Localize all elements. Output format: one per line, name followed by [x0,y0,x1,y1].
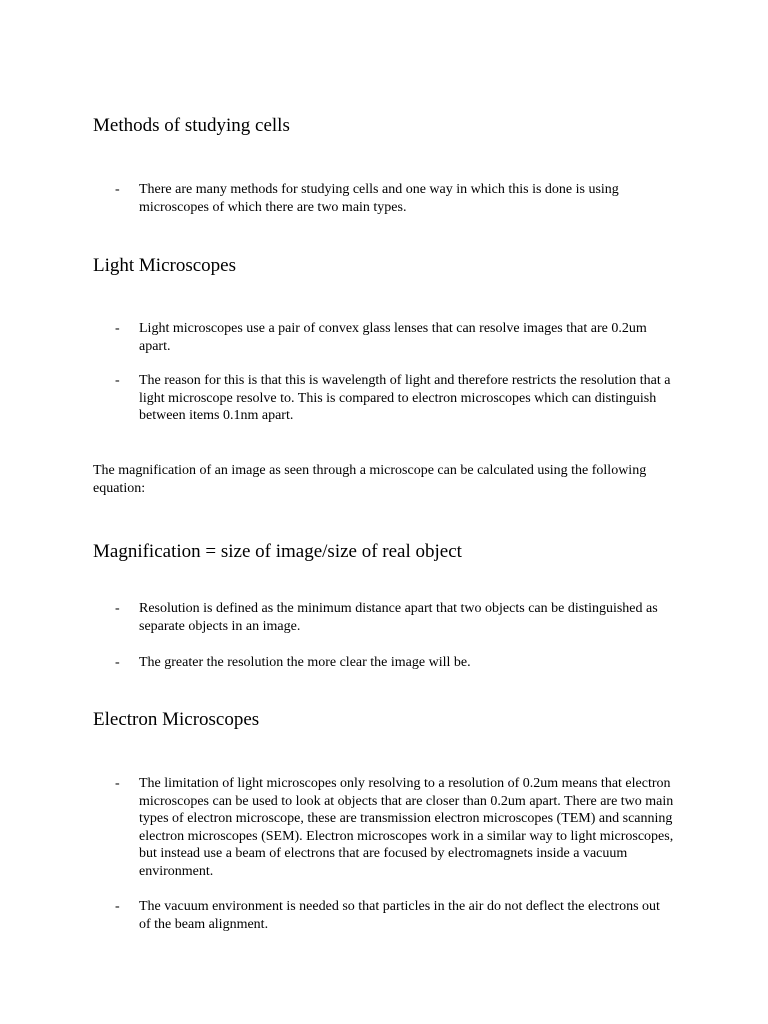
bullet-dash: - [115,321,120,336]
bullet-resolution-1 [115,600,675,635]
bullet-dash: - [115,655,120,670]
bullet-dash: - [115,373,120,388]
heading-methods-of-studying-cells: Methods of studying cells [93,115,290,136]
bullet-text: The limitation of light microscopes only resolving to a resolution of 0.2um means that electron microscopes can be used to look at objects that are closer than 0.2um apart. There are two main types of electron microscope, these are transmission electron microscopes (TEM) and scanning electron microscopes (SEM). Electron microscopes work in a similar way to light microscopes, but instead use a beam of electrons that are focused by electromagnets inside a vacuum environment. [139,776,674,879]
magnification-equation: Magnification = size of image/size of real object [93,541,462,562]
heading-light-microscopes: Light Microscopes [93,255,237,276]
heading-electron-microscopes: Electron Microscopes [93,709,260,730]
bullet-text: The vacuum environment is needed so that particles in the air do not deflect the electrons out of the beam alignment. [139,899,660,932]
bullet-text: The reason for this is that this is wavelength of light and therefore restricts the resolution that a light microscope resolve to. This is compared to electron microscopes which can distinguish between items 0.1nm apart. [139,373,671,424]
bullet-light-2 [115,372,675,425]
bullet-text: There are many methods for studying cells and one way in which this is done is using microscopes of which there are two main types. [139,182,619,215]
bullet-dash: - [115,776,120,791]
bullet-dash: - [115,182,120,197]
bullet-text: Resolution is defined as the minimum distance apart that two objects can be distinguished as separate objects in an image. [139,601,658,634]
magnification-intro: The magnification of an image as seen through a microscope can be calculated using the following equation: [93,463,647,496]
bullet-text: Light microscopes use a pair of convex glass lenses that can resolve images that are 0.2um apart. [139,321,647,354]
bullet-resolution-2 [115,654,675,672]
bullet-methods-1 [115,181,675,216]
bullet-dash: - [115,601,120,616]
bullet-light-1 [115,320,675,355]
bullet-electron-1 [115,775,675,881]
bullet-electron-2 [115,898,675,933]
bullet-text: The greater the resolution the more clear the image will be. [139,655,471,670]
bullet-dash: - [115,899,120,914]
